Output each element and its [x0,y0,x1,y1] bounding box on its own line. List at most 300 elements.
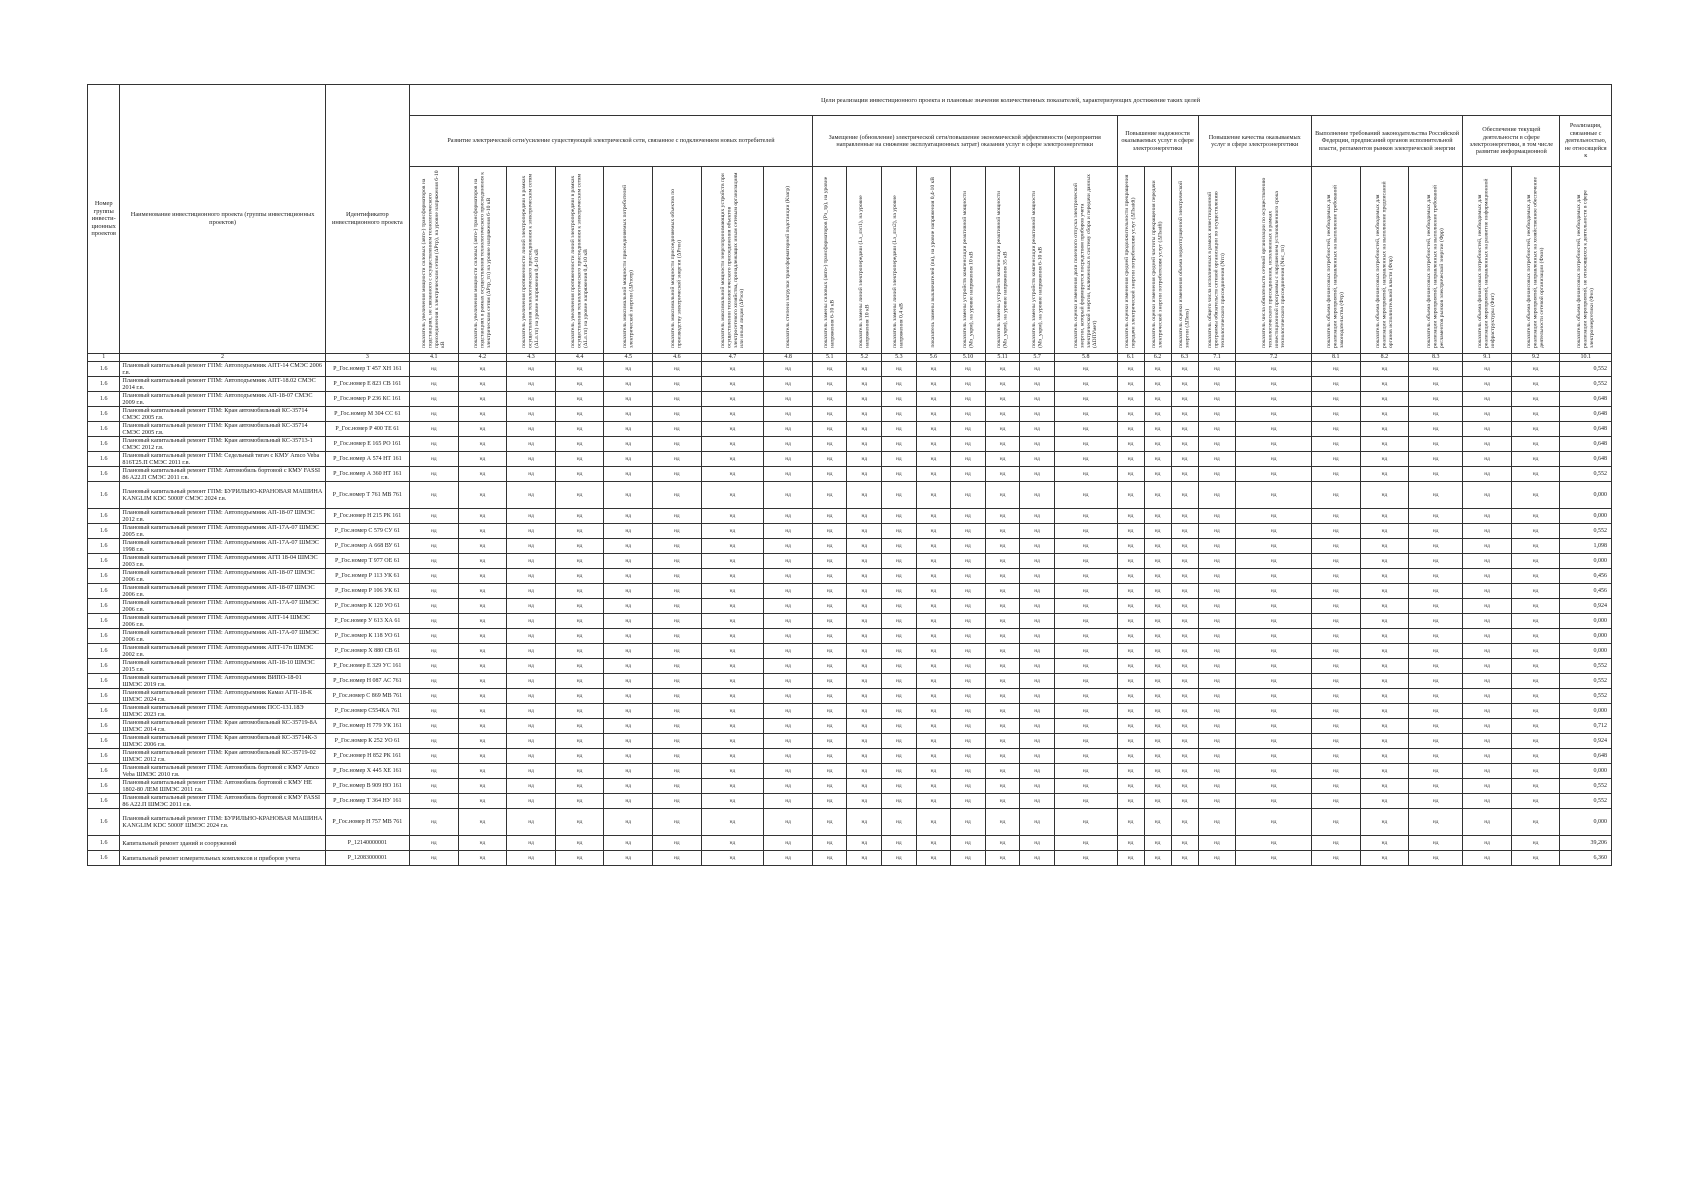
indicator-value-cell: нд [1311,719,1360,734]
indicator-value-cell: нд [1171,509,1198,524]
indicator-value-cell: нд [985,764,1020,779]
indicator-value-cell: нд [1171,689,1198,704]
indicator-value-cell: нд [1236,749,1312,764]
indicator-value-cell: нд [1511,569,1560,584]
indicator-value-cell: нд [812,554,847,569]
indicator-value-cell: нд [1360,734,1409,749]
table-row [88,482,1612,509]
indicator-value-cell: нд [555,749,604,764]
indicator-value-cell: нд [882,584,917,599]
indicator-value-cell: нд [951,614,986,629]
indicator-value-cell: нд [409,377,458,392]
indicator-value-cell: нд [916,704,951,719]
indicator-header [1236,167,1312,354]
indicator-value-cell: нд [1144,467,1171,482]
column-index: 4.1 [409,354,458,362]
indicator-value-cell: нд [1463,554,1512,569]
non-electric-financing-cell: 0,648 [1560,749,1612,764]
non-electric-financing-cell: 0,648 [1560,452,1612,467]
indicator-value-cell: нд [1117,422,1144,437]
indicator-value-cell: нд [916,836,951,851]
indicator-value-cell: нд [764,689,813,704]
indicator-value-cell: нд [1020,407,1055,422]
indicator-value-cell: нд [1054,452,1117,467]
indicator-value-cell: нд [1463,509,1512,524]
project-id-cell: Р_Гос.номер М 304 СС 61 [325,407,409,422]
indicator-header [1144,167,1171,354]
indicator-value-cell: нд [882,362,917,377]
indicator-label: показатель замены выключателей (nв), на уровне напряжения 0,4-10 кВ [930,177,937,348]
indicator-value-cell: нд [764,599,813,614]
indicator-value-cell: нд [1171,749,1198,764]
indicator-value-cell: нд [812,809,847,836]
indicator-value-cell: нд [653,599,702,614]
indicator-value-cell: нд [882,734,917,749]
non-electric-financing-cell: 0,000 [1560,704,1612,719]
indicator-value-cell: нд [701,719,764,734]
indicator-value-cell: нд [653,809,702,836]
project-name-cell: Плановый капитальный ремонт ГПМ: Автоподъемник АП-17А-07 ШМЭС 2006 г.в. [120,629,325,644]
indicator-value-cell: нд [1311,689,1360,704]
indicator-value-cell: нд [1171,779,1198,794]
goal-group-current-activity: Обеспечение текущей деятельности в сфере электроэнергетики, в том числе развитие информационной [1463,116,1560,167]
indicator-value-cell: нд [812,584,847,599]
indicator-value-cell: нд [409,644,458,659]
indicator-label: показатель увеличения протяженности линий электропередачи в рамках осуществления технологического присоединения к электрическим сетям (ΔLл.тп) на уровне напряжения 0,4-10 кВ [521,173,541,348]
indicator-value-cell: нд [847,704,882,719]
group-number-cell: 1.6 [88,584,120,599]
indicator-header [1560,167,1612,354]
indicator-value-cell: нд [458,362,507,377]
indicator-value-cell: нд [604,554,653,569]
indicator-value-cell: нд [1360,362,1409,377]
project-name-cell: Плановый капитальный ремонт ГПМ: Кран автомобильный КС-35714 СМЭС 2005 г.в. [120,407,325,422]
project-id-header: Идентификатор инвестиционного проекта [325,85,409,354]
project-id-cell: Р_12140000001 [325,836,409,851]
indicator-value-cell: нд [812,422,847,437]
indicator-value-cell: нд [764,569,813,584]
indicator-value-cell: нд [812,407,847,422]
indicator-value-cell: нд [1054,524,1117,539]
indicator-value-cell: нд [458,467,507,482]
indicator-value-cell: нд [882,377,917,392]
indicator-value-cell: нд [847,794,882,809]
indicator-value-cell: нд [1311,452,1360,467]
indicator-value-cell: нд [1020,554,1055,569]
indicator-value-cell: нд [812,704,847,719]
indicator-value-cell: нд [1198,779,1236,794]
indicator-value-cell: нд [1144,659,1171,674]
indicator-value-cell: нд [951,584,986,599]
indicator-value-cell: нд [1463,407,1512,422]
table-row [88,569,1612,584]
indicator-value-cell: нд [764,584,813,599]
indicator-value-cell: нд [1198,509,1236,524]
indicator-value-cell: нд [916,749,951,764]
project-id-cell: Р_Гос.номер А 574 НТ 161 [325,452,409,467]
indicator-value-cell: нд [1463,599,1512,614]
indicator-header [1117,167,1144,354]
indicator-value-cell: нд [409,659,458,674]
indicator-label: показатель оценки изменения средней продолжительности прекращения передачи электрической энергии потребителям услуг (ΔПsaidi) [1124,174,1137,348]
indicator-value-cell: нд [653,794,702,809]
indicator-value-cell: нд [1054,851,1117,866]
indicator-value-cell: нд [1144,719,1171,734]
indicator-value-cell: нд [555,719,604,734]
project-id-cell: Р_Гос.номер Р 400 ТЕ 61 [325,422,409,437]
indicator-value-cell: нд [1311,509,1360,524]
indicator-value-cell: нд [701,689,764,704]
indicator-value-cell: нд [1409,422,1463,437]
indicator-value-cell: нд [701,629,764,644]
non-electric-financing-cell: 0,456 [1560,569,1612,584]
indicator-value-cell: нд [847,509,882,524]
indicator-value-cell: нд [985,509,1020,524]
indicator-value-cell: нд [916,764,951,779]
indicator-value-cell: нд [1511,851,1560,866]
indicator-value-cell: нд [555,377,604,392]
goal-group-reliability: Повышение надежности оказываемых услуг в сфере электроэнергетики [1117,116,1198,167]
indicator-value-cell: нд [653,569,702,584]
indicator-value-cell: нд [653,764,702,779]
indicator-value-cell: нд [458,569,507,584]
non-electric-financing-cell: 0,648 [1560,422,1612,437]
table-row [88,614,1612,629]
indicator-value-cell: нд [1198,539,1236,554]
indicator-value-cell: нд [985,362,1020,377]
indicator-value-cell: нд [1511,689,1560,704]
table-row [88,362,1612,377]
project-id-cell: Р_Гос.номер У 613 ХА 61 [325,614,409,629]
indicator-value-cell: нд [1463,629,1512,644]
indicator-value-cell: нд [1311,851,1360,866]
indicator-value-cell: нд [1409,719,1463,734]
indicator-value-cell: нд [1311,467,1360,482]
indicator-value-cell: нд [653,851,702,866]
indicator-value-cell: нд [1236,362,1312,377]
indicator-value-cell: нд [1020,719,1055,734]
indicator-value-cell: нд [555,779,604,794]
indicator-value-cell: нд [1463,539,1512,554]
indicator-value-cell: нд [951,809,986,836]
indicator-value-cell: нд [653,392,702,407]
indicator-value-cell: нд [1360,467,1409,482]
non-electric-financing-cell: 0,552 [1560,779,1612,794]
indicator-value-cell: нд [1198,377,1236,392]
indicator-value-cell: нд [458,509,507,524]
indicator-value-cell: нд [847,779,882,794]
non-electric-financing-cell: 0,552 [1560,524,1612,539]
indicator-value-cell: нд [1117,719,1144,734]
indicator-value-cell: нд [985,809,1020,836]
indicator-value-cell: нд [1236,482,1312,509]
indicator-value-cell: нд [812,482,847,509]
indicator-header [847,167,882,354]
indicator-value-cell: нд [1236,689,1312,704]
project-id-cell: Р_12083000001 [325,851,409,866]
indicator-value-cell: нд [1198,452,1236,467]
indicator-value-cell: нд [604,734,653,749]
indicator-label: показатель объема финансовых потребностей, необходимых для реализации мероприятий, направленных на выполнение требований законодательства (Фтр) [1326,185,1345,348]
indicator-value-cell: нд [701,482,764,509]
indicator-value-cell: нд [1198,614,1236,629]
indicator-value-cell: нд [1236,719,1312,734]
indicator-label: показатель объема финансовых потребностей, необходимых для реализации мероприятий, направленных на выполнение предписаний органов исполнительной власти (Фпр) [1374,181,1394,348]
indicator-value-cell: нд [653,452,702,467]
indicator-value-cell: нд [916,719,951,734]
indicator-value-cell: нд [701,569,764,584]
indicator-value-cell: нд [1511,422,1560,437]
indicator-value-cell: нд [1463,377,1512,392]
indicator-value-cell: нд [701,809,764,836]
indicator-value-cell: нд [1171,452,1198,467]
indicator-value-cell: нд [604,467,653,482]
project-id-cell: Р_Гос.номер К 252 УО 61 [325,734,409,749]
project-id-cell: Р_Гос.номер С 579 СУ 61 [325,524,409,539]
indicator-value-cell: нд [1236,452,1312,467]
table-row [88,749,1612,764]
column-index: 4.8 [764,354,813,362]
indicator-value-cell: нд [1409,734,1463,749]
indicator-value-cell: нд [1360,584,1409,599]
indicator-value-cell: нд [812,674,847,689]
indicator-value-cell: нд [1511,392,1560,407]
column-index: 4.3 [507,354,556,362]
indicator-value-cell: нд [882,614,917,629]
indicator-value-cell: нд [985,689,1020,704]
indicator-value-cell: нд [985,779,1020,794]
project-name-cell: Плановый капитальный ремонт ГПМ: БУРИЛЬНО-КРАНОВАЯ МАШИНА KANGLIM KDC 5000F СМЭС 2024 г.в. [120,482,325,509]
indicator-label: показатель замены устройств компенсации реактивной мощности (Мз_укрм), на уровне напряжения 6-10 кВ [1030,190,1044,348]
indicator-value-cell: нд [507,377,556,392]
non-electric-financing-cell: 0,000 [1560,482,1612,509]
indicator-value-cell: нд [555,614,604,629]
indicator-value-cell: нд [1020,749,1055,764]
indicator-value-cell: нд [555,452,604,467]
indicator-value-cell: нд [1511,809,1560,836]
indicator-value-cell: нд [1311,569,1360,584]
indicator-value-cell: нд [1198,569,1236,584]
indicator-value-cell: нд [812,689,847,704]
indicator-header [409,167,458,354]
indicator-value-cell: нд [812,392,847,407]
indicator-value-cell: нд [1409,704,1463,719]
indicator-value-cell: нд [951,689,986,704]
project-id-cell: Р_Гос.номер А 360 НТ 161 [325,467,409,482]
indicator-value-cell: нд [555,599,604,614]
indicator-value-cell: нд [764,644,813,659]
indicator-value-cell: нд [555,851,604,866]
indicator-label: показатель степени загрузки трансформаторной подстанции (Кзагр) [784,185,791,348]
indicator-value-cell: нд [458,629,507,644]
investment-program-sheet [87,84,1612,866]
indicator-label: показатель оценки изменения средней частоты прекращения передачи электрической энергии потребителям услуг (ΔПsaifi) [1151,180,1164,348]
group-number-cell: 1.6 [88,629,120,644]
indicator-value-cell: нд [1171,794,1198,809]
indicator-value-cell: нд [1054,392,1117,407]
project-id-cell: Р_Гос.номер Н 852 РК 161 [325,749,409,764]
project-id-cell: Р_Гос.номер Е 329 УС 161 [325,659,409,674]
indicator-value-cell: нд [701,524,764,539]
indicator-value-cell: нд [1236,851,1312,866]
indicator-value-cell: нд [1020,659,1055,674]
indicator-value-cell: нд [507,809,556,836]
indicator-value-cell: нд [1117,392,1144,407]
indicator-value-cell: нд [764,629,813,644]
indicator-value-cell: нд [882,554,917,569]
group-number-cell: 1.6 [88,734,120,749]
indicator-value-cell: нд [812,644,847,659]
column-index: 2 [120,354,325,362]
indicator-header [1198,167,1236,354]
indicator-value-cell: нд [1054,689,1117,704]
indicator-value-cell: нд [1144,407,1171,422]
indicator-value-cell: нд [1511,539,1560,554]
indicator-value-cell: нд [1054,674,1117,689]
indicator-value-cell: нд [1117,467,1144,482]
indicator-value-cell: нд [1463,704,1512,719]
non-electric-financing-cell: 39,206 [1560,836,1612,851]
indicator-value-cell: нд [985,377,1020,392]
indicator-value-cell: нд [409,809,458,836]
indicator-value-cell: нд [1020,452,1055,467]
group-number-cell: 1.6 [88,392,120,407]
indicator-value-cell: нд [507,392,556,407]
indicator-value-cell: нд [1171,764,1198,779]
indicator-value-cell: нд [653,779,702,794]
indicator-value-cell: нд [1511,509,1560,524]
indicator-value-cell: нд [1144,377,1171,392]
indicator-value-cell: нд [1171,644,1198,659]
indicator-value-cell: нд [916,809,951,836]
indicator-value-cell: нд [916,734,951,749]
table-row [88,452,1612,467]
non-electric-financing-cell: 0,456 [1560,584,1612,599]
indicator-value-cell: нд [1409,539,1463,554]
indicator-value-cell: нд [1198,422,1236,437]
indicator-value-cell: нд [1117,614,1144,629]
indicator-value-cell: нд [985,452,1020,467]
indicator-value-cell: нд [1511,554,1560,569]
indicator-value-cell: нд [847,569,882,584]
indicator-value-cell: нд [1360,779,1409,794]
indicator-value-cell: нд [1198,437,1236,452]
indicator-value-cell: нд [1311,377,1360,392]
indicator-header [1054,167,1117,354]
indicator-value-cell: нд [882,719,917,734]
indicator-value-cell: нд [1511,779,1560,794]
indicator-value-cell: нд [507,851,556,866]
group-number-cell: 1.6 [88,554,120,569]
indicator-value-cell: нд [1117,704,1144,719]
indicator-value-cell: нд [1144,509,1171,524]
indicator-value-cell: нд [409,794,458,809]
indicator-value-cell: нд [701,599,764,614]
indicator-value-cell: нд [653,482,702,509]
indicator-value-cell: нд [1409,629,1463,644]
indicator-value-cell: нд [1117,599,1144,614]
column-index: 5.7 [1020,354,1055,362]
indicator-value-cell: нд [951,851,986,866]
indicator-value-cell: нд [1311,539,1360,554]
project-name-cell: Плановый капитальный ремонт ГПМ: Автоподъемник АПТ-14 СМЭС 2006 г.в. [120,362,325,377]
group-number-cell: 1.6 [88,509,120,524]
indicator-value-cell: нд [1463,569,1512,584]
indicator-value-cell: нд [458,584,507,599]
indicator-value-cell: нд [701,644,764,659]
indicator-value-cell: нд [409,779,458,794]
indicator-value-cell: нд [1511,599,1560,614]
group-number-cell: 1.6 [88,452,120,467]
non-electric-financing-cell: 0,648 [1560,407,1612,422]
indicator-value-cell: нд [1463,437,1512,452]
indicator-value-cell: нд [1144,644,1171,659]
indicator-value-cell: нд [409,689,458,704]
indicator-value-cell: нд [985,539,1020,554]
indicator-value-cell: нд [985,674,1020,689]
project-name-cell: Плановый капитальный ремонт ГПМ: Кран автомобильный КС-35714К-3 ШМЭС 2006 г.в. [120,734,325,749]
indicator-value-cell: нд [1198,467,1236,482]
indicator-value-cell: нд [1117,569,1144,584]
indicator-value-cell: нд [1463,794,1512,809]
indicator-value-cell: нд [951,764,986,779]
indicator-value-cell: нд [1511,407,1560,422]
indicator-value-cell: нд [458,719,507,734]
table-row [88,584,1612,599]
indicator-value-cell: нд [882,689,917,704]
indicator-value-cell: нд [1054,614,1117,629]
group-number-cell: 1.6 [88,704,120,719]
indicator-value-cell: нд [653,674,702,689]
indicator-value-cell: нд [764,539,813,554]
indicator-value-cell: нд [1463,392,1512,407]
indicator-value-cell: нд [1360,407,1409,422]
group-number-cell: 1.6 [88,851,120,866]
indicator-value-cell: нд [1360,689,1409,704]
indicator-value-cell: нд [409,719,458,734]
indicator-value-cell: нд [653,467,702,482]
indicator-value-cell: нд [1171,422,1198,437]
indicator-value-cell: нд [1511,452,1560,467]
group-number-cell: 1.6 [88,614,120,629]
indicator-value-cell: нд [1144,836,1171,851]
indicator-value-cell: нд [1144,482,1171,509]
indicator-value-cell: нд [1311,674,1360,689]
indicator-value-cell: нд [985,794,1020,809]
indicator-value-cell: нд [1360,659,1409,674]
indicator-value-cell: нд [1054,407,1117,422]
indicator-header [1171,167,1198,354]
project-name-cell: Плановый капитальный ремонт ГПМ: Автоподъемник АПТ-14 ШМЭС 2006 г.в. [120,614,325,629]
indicator-value-cell: нд [1198,584,1236,599]
indicator-label: показатель замены линий электропередачи (Lз_лэп2), на уровне напряжения 0,4 кВ [892,195,905,348]
indicator-value-cell: нд [1409,689,1463,704]
project-name-cell: Плановый капитальный ремонт ГПМ: Автоподъемник АП-17А-07 ШМЭС 2005 г.в. [120,524,325,539]
indicator-value-cell: нд [1360,437,1409,452]
indicator-value-cell: нд [1117,629,1144,644]
project-id-cell: Р_Гос.номер Н 779 УК 161 [325,719,409,734]
non-electric-financing-cell: 0,552 [1560,377,1612,392]
non-electric-financing-cell: 0,552 [1560,362,1612,377]
indicator-value-cell: нд [1054,599,1117,614]
indicator-value-cell: нд [1054,719,1117,734]
indicator-value-cell: нд [916,539,951,554]
project-name-cell: Плановый капитальный ремонт ГПМ: Автоподъемник АПТ-17п ШМЭС 2002 г.в. [120,644,325,659]
group-number-cell: 1.6 [88,467,120,482]
indicator-value-cell: нд [1171,407,1198,422]
column-index: 8.2 [1360,354,1409,362]
indicator-value-cell: нд [951,422,986,437]
